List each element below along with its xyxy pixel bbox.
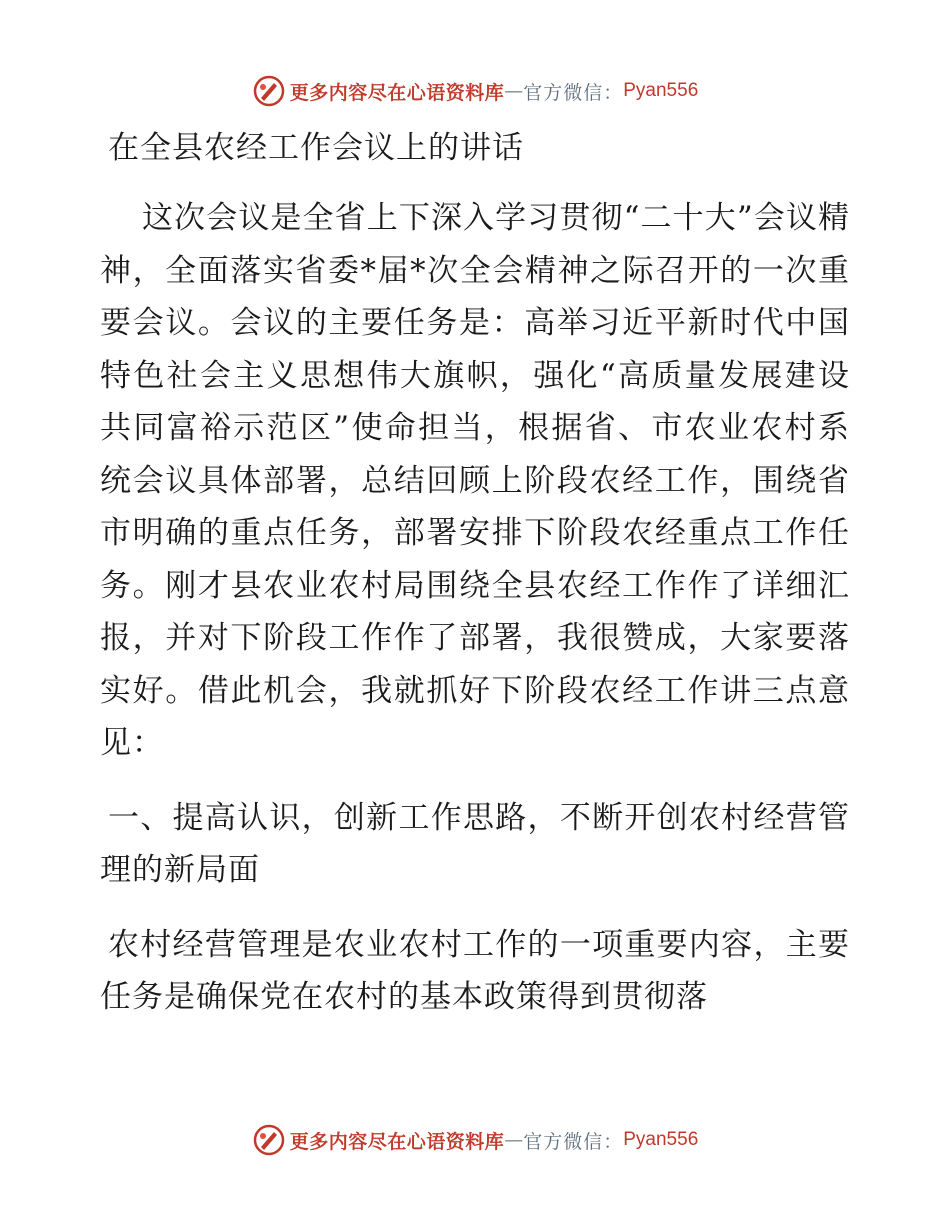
section-heading-1: 一、提高认识，创新工作思路，不断开创农村经营管理的新局面	[100, 799, 850, 888]
footer-watermark-banner	[0, 1120, 950, 1160]
opening-paragraph: 这次会议是全省上下深入学习贯彻“二十大”会议精神，全面落实省委*届*次全会精神之际召开的一次重要会议。会议的主要任务是：高举习近平新时代中国特色社会主义思想伟大旗帜，强化“高质量发展建设共同富裕示范区”使命担当，根据省、市农业农村系统会议具体部署，总结回顾上阶段农经工作，围绕省市明确的重点任务，部署安排下阶段农经重点工作任务。刚才县农业农村局围绕全县农经工作作了详细汇报，并对下阶段工作作了部署，我很赞成，大家要落实好。借此机会，我就抓好下阶段农经工作讲三点意见：	[100, 200, 850, 761]
document-body	[100, 122, 850, 1024]
header-watermark-banner	[0, 71, 950, 111]
brand-logo-icon	[252, 1123, 286, 1157]
banner-official-label: 官方微信：	[523, 1130, 624, 1153]
section-1-paragraph: 农村经营管理是农业农村工作的一项重要内容，主要任务是确保党在农村的基本政策得到贯彻落	[100, 926, 850, 1015]
banner-brand-text: 更多内容尽在心语资料库	[289, 1130, 505, 1153]
banner-dash: —	[504, 80, 524, 102]
document-title: 在全县农经工作会议上的讲话	[108, 130, 524, 166]
banner-official-label: 官方微信：	[523, 81, 624, 104]
brand-logo-icon	[252, 74, 286, 108]
banner-brand-text: 更多内容尽在心语资料库	[289, 81, 505, 104]
banner-dash: —	[504, 1129, 524, 1151]
banner-wechat-id: Pyan556	[623, 80, 699, 101]
banner-wechat-id: Pyan556	[623, 1129, 699, 1150]
